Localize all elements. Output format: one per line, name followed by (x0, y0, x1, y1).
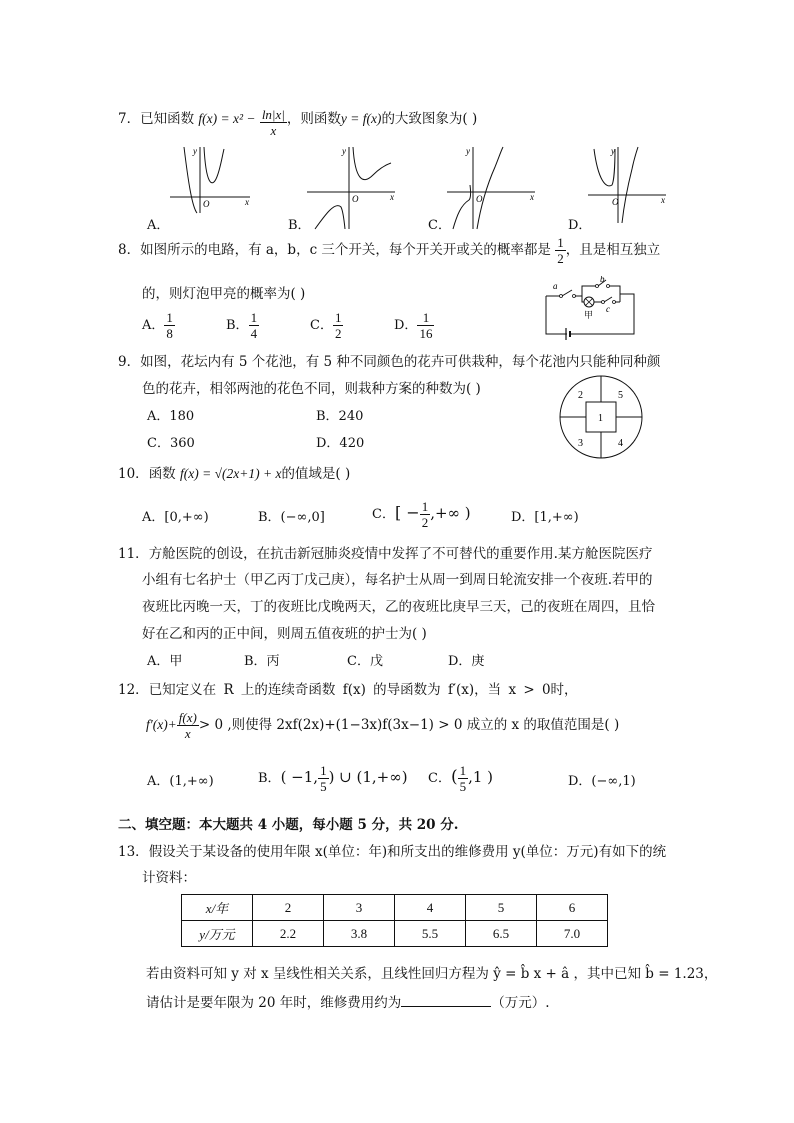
q8-number: 8． (118, 242, 141, 258)
q7-graph-d[interactable] (588, 145, 670, 225)
q11-line1 (118, 542, 652, 562)
switch-c (604, 297, 612, 302)
q13-line2: 计资料： (142, 870, 196, 886)
q11-line2: 小组有七名护士（甲乙丙丁戊己庚），每名护士从周一到周日轮流安排一个夜班.若甲的 (142, 572, 653, 588)
q10-option-c[interactable] (372, 494, 471, 534)
q13-number: 13． (118, 844, 149, 860)
origin-label: O (352, 194, 359, 204)
q9-flower-bed-diagram (558, 374, 644, 460)
q13-line3: 若由资料可知 y 对 x 呈线性相关关系，且线性回归方程为 ŷ = b̂ x + â ，其中已知 b̂ = 1.23， (146, 966, 718, 982)
q11-option-c[interactable]: C．戊 (347, 654, 383, 669)
q10-number: 10． (118, 466, 149, 482)
switch-a-label: a (553, 281, 558, 291)
q12-text-2b: > 0 ,则使得 2xf(2x)+(1−3x)f(3x−1) > 0 成立的 x 的取值范围是( ) (198, 717, 620, 733)
table-cell: 2.2 (253, 921, 324, 947)
pool-3-label: 3 (578, 438, 583, 449)
q8-option-d-num: 1 (417, 310, 434, 326)
y-axis-label: y (466, 146, 470, 156)
q7-text-c: 的大致图象为( ) (381, 111, 478, 127)
y-axis-label: y (193, 146, 197, 156)
pool-5-label: 5 (618, 390, 623, 401)
table-cell: 6 (537, 895, 608, 921)
q10-text-a: 函数 (148, 466, 176, 482)
pool-4-label: 4 (618, 438, 623, 449)
q12-option-b-label: B． (258, 771, 281, 786)
q12-option-c-post: ,1 ) (468, 768, 494, 786)
q8-fraction-denominator: 2 (557, 251, 564, 266)
q8-circuit-diagram (540, 276, 640, 340)
q12-fraction (177, 710, 199, 741)
q8-text-1: 如图所示的电路，有 a，b，c 三个开关，每个开关开或关的概率都是 (140, 242, 551, 258)
q8-option-c[interactable] (310, 308, 394, 344)
q7-function-2: y = f(x) (340, 111, 382, 126)
q7-option-d-label[interactable]: D． (568, 218, 592, 233)
q8-option-c-den: 2 (334, 326, 342, 341)
table-cell: y/万元 (182, 921, 253, 947)
q7-fraction-numerator: ln|x| (261, 107, 285, 122)
q8-options (142, 308, 478, 344)
q8-option-a-label: A． (142, 318, 165, 333)
pool-1-label: 1 (598, 413, 603, 424)
q9-option-c[interactable]: C．360 (147, 436, 195, 451)
q7-option-b-label[interactable]: B． (288, 218, 311, 233)
q7-option-a-label[interactable]: A． (147, 218, 170, 233)
table-row (182, 921, 608, 947)
x-axis-label: x (245, 197, 249, 207)
q9-line1 (118, 350, 660, 370)
table-row (182, 895, 608, 921)
q9-option-d[interactable]: D．420 (316, 436, 365, 451)
q12-option-b-post: ) ∪ (1,+∞) (328, 768, 408, 786)
section-2-title: 二、填空题：本大题共 4 小题，每小题 5 分，共 20 分. (118, 817, 459, 833)
q8-probability-fraction (555, 235, 566, 266)
table-cell: 3.8 (324, 921, 395, 947)
curve-right (204, 147, 224, 183)
q7-number: 7． (118, 111, 141, 127)
q8-option-b-den: 4 (250, 326, 258, 341)
q8-option-b[interactable] (226, 308, 310, 344)
q9-option-a[interactable]: A．180 (147, 409, 195, 424)
q10-text-b: 的值域是( ) (281, 466, 351, 482)
q12-option-c-den: 5 (459, 779, 467, 794)
q10-option-c-pre: [ − (394, 503, 420, 522)
q8-line2: 的，则灯泡甲亮的概率为( ) (142, 286, 306, 302)
q9-line2: 色的花卉，相邻两池的花色不同，则栽种方案的种数为( ) (142, 381, 481, 397)
q7-stem (118, 104, 477, 144)
curve-left (315, 206, 345, 229)
switch-b-label: b (600, 276, 605, 284)
table-cell: 4 (395, 895, 466, 921)
q7-graph-a[interactable] (170, 145, 255, 215)
q12-option-b-num: 1 (320, 763, 327, 778)
curve-right (353, 147, 391, 180)
q8-option-a[interactable] (142, 308, 226, 344)
q12-line2 (146, 704, 619, 746)
x-axis-label: x (530, 192, 534, 202)
table-cell: 5 (466, 895, 537, 921)
q11-line3: 夜班比丙晚一天，丁的夜班比戊晚两天，乙的夜班比庚早三天，己的夜班在周四，且恰 (142, 599, 655, 615)
q11-line4: 好在乙和丙的正中间，则周五值夜班的护士为( ) (142, 626, 427, 642)
curve-right (622, 147, 638, 223)
q12-option-c[interactable] (428, 756, 493, 800)
q11-option-a[interactable]: A．甲 (147, 654, 183, 669)
q13-text-4a: 请估计是要年限为 20 年时，维修费用约为 (146, 995, 402, 1011)
q12-number: 12． (118, 682, 149, 698)
q8-text-1-end: ，且是相互独立 (565, 242, 661, 258)
x-axis-label: x (390, 192, 394, 202)
y-axis-label: y (611, 146, 615, 156)
q12-option-a[interactable]: A．(1,+∞) (147, 774, 214, 789)
q13-text-1: 假设关于某设备的使用年限 x(单位：年)和所支出的维修费用 y(单位：万元)有如下的统 (148, 844, 667, 860)
q7-graph-b[interactable] (307, 145, 399, 230)
q12-option-b-pre: ( −1, (280, 768, 319, 786)
q12-fraction-den: x (184, 726, 191, 741)
q13-text-4b: （万元）. (491, 995, 550, 1011)
origin-label: O (612, 197, 619, 207)
switch-a (562, 290, 572, 296)
q8-option-a-den: 8 (166, 326, 173, 341)
q7-fraction (260, 107, 287, 138)
table-cell: 3 (324, 895, 395, 921)
q11-option-d[interactable]: D．庚 (448, 654, 485, 669)
origin-label: O (476, 194, 483, 204)
table-cell: 7.0 (537, 921, 608, 947)
q11-option-b[interactable]: B．丙 (244, 654, 280, 669)
q7-text-b: ，则函数 (286, 111, 341, 127)
q7-option-c-label[interactable]: C． (428, 218, 451, 233)
q9-text-1: 如图，花坛内有 5 个花池，有 5 种不同颜色的花卉可供栽种，每个花池内只能种同种颜 (140, 354, 661, 370)
q12-fraction-num: f(x) (178, 710, 197, 725)
q13-answer-blank[interactable] (401, 993, 491, 1007)
y-axis-label: y (342, 146, 346, 156)
q12-text-2a: f′(x)+ (146, 717, 177, 732)
q10-option-c-post: ,+∞ ) (430, 504, 471, 522)
curve-right (477, 147, 503, 229)
curve-left (184, 147, 197, 213)
q9-option-b[interactable]: B．240 (316, 409, 364, 424)
table-cell: x/年 (182, 895, 253, 921)
bulb-label: 甲 (584, 310, 594, 320)
table-cell: 6.5 (466, 921, 537, 947)
origin-label: O (203, 199, 210, 209)
x-axis-label: x (661, 195, 665, 205)
q7-graph-c[interactable] (447, 145, 539, 230)
q12-option-c-num: 1 (459, 763, 467, 778)
q10-option-b[interactable]: B．(−∞,0] (258, 510, 325, 525)
q12-text-1: 已知定义在 R 上的连续奇函数 f(x) 的导函数为 f′(x)，当 x > 0时， (148, 682, 578, 698)
q12-line1 (118, 678, 578, 698)
q11-text-1: 方舱医院的创设，在抗击新冠肺炎疫情中发挥了不可替代的重要作用.某方舱医院医疗 (148, 546, 653, 562)
q10-option-d[interactable]: D．[1,+∞) (511, 510, 579, 525)
q10-option-c-num: 1 (421, 499, 429, 514)
q10-function: f(x) = √(2x+1) + x (179, 466, 282, 481)
q8-option-d[interactable] (394, 308, 478, 344)
q13-line1 (118, 840, 666, 860)
q12-option-c-pre: ( (450, 767, 458, 787)
q8-option-d-label: D． (394, 318, 418, 333)
q8-option-a-num: 1 (166, 310, 173, 325)
q12-option-b[interactable] (258, 756, 408, 800)
q10-option-c-den: 2 (421, 515, 429, 530)
q8-line1 (118, 232, 660, 268)
q8-option-b-num: 1 (250, 310, 258, 325)
q7-text-a: 已知函数 (140, 111, 195, 127)
q8-option-d-den: 16 (419, 326, 433, 341)
table-cell: 5.5 (395, 921, 466, 947)
q11-number: 11． (118, 546, 149, 562)
q12-option-d[interactable]: D．(−∞,1) (568, 774, 636, 789)
q8-option-b-label: B． (226, 318, 249, 333)
q12-option-b-den: 5 (320, 779, 327, 794)
table-cell: 2 (253, 895, 324, 921)
q8-option-c-label: C． (310, 318, 333, 333)
pool-2-label: 2 (578, 390, 583, 401)
q13-data-table (181, 894, 608, 947)
q8-option-c-num: 1 (334, 310, 342, 325)
q9-number: 9． (118, 354, 141, 370)
q10-option-a[interactable]: A．[0,+∞) (142, 510, 209, 525)
q7-function: f(x) = x² − (198, 111, 256, 126)
switch-c-label: c (606, 304, 610, 314)
q10-stem (118, 462, 350, 482)
q10-option-c-label: C． (372, 507, 395, 522)
q12-option-c-label: C． (428, 771, 451, 786)
q8-fraction-numerator: 1 (557, 235, 564, 250)
q13-line4 (146, 991, 550, 1011)
q7-fraction-denominator: x (270, 123, 277, 138)
